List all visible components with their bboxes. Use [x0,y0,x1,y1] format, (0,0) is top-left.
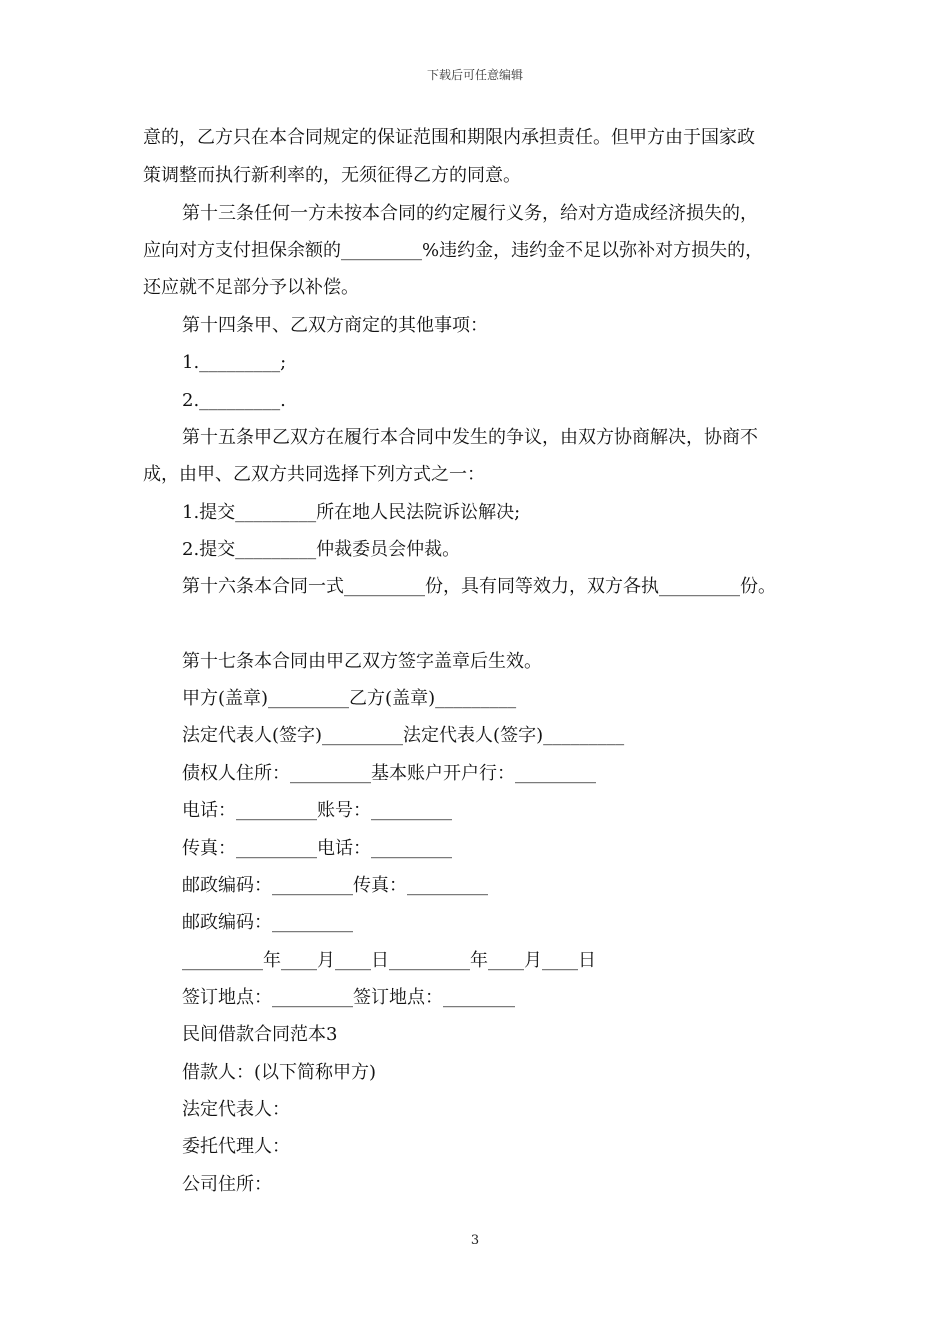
paragraph-line: 第十七条本合同由甲乙双方签字盖章后生效。 [182,651,542,672]
signature-line: 邮政编码：_________ [182,912,353,933]
paragraph-line: 借款人：(以下简称甲方) [182,1062,377,1083]
signature-line: 电话：_________账号：_________ [182,800,452,821]
paragraph-line: 法定代表人： [182,1099,290,1120]
section-title: 民间借款合同范本3 [182,1024,338,1045]
paragraph-line: 委托代理人： [182,1136,290,1157]
paragraph-line: 第十六条本合同一式_________份，具有同等效力，双方各执_________份。 [182,576,776,597]
paragraph-line: 1.提交_________所在地人民法院诉讼解决; [182,502,521,523]
paragraph-line: 第十四条甲、乙双方商定的其他事项： [182,315,488,336]
paragraph-line: 还应就不足部分予以补偿。 [143,277,359,298]
paragraph-line: 策调整而执行新利率的，无须征得乙方的同意。 [143,165,521,186]
paragraph-line: 2._________. [182,390,286,411]
date-line: _________年____月____日_________年____月____日 [182,950,596,971]
paragraph-line: 应向对方支付担保余额的_________%违约金，违约金不足以弥补对方损失的， [143,240,764,261]
paragraph-line: 公司住所： [182,1174,272,1195]
paragraph-line: 成，由甲、乙双方共同选择下列方式之一： [143,464,485,485]
signature-line: 甲方(盖章)_________乙方(盖章)_________ [182,688,517,709]
signature-line: 邮政编码：_________传真：_________ [182,875,488,896]
page-number: 3 [470,1233,480,1248]
paragraph-line: 第十三条任何一方未按本合同的约定履行义务，给对方造成经济损失的， [182,203,758,224]
signature-line: 签订地点：_________签订地点：________ [182,987,515,1008]
paragraph-line: 意的，乙方只在本合同规定的保证范围和期限内承担责任。但甲方由于国家政 [143,127,755,148]
signature-line: 债权人住所：_________基本账户开户行：_________ [182,763,596,784]
paragraph-line: 第十五条甲乙双方在履行本合同中发生的争议，由双方协商解决，协商不 [182,427,758,448]
paragraph-line: 2.提交_________仲裁委员会仲裁。 [182,539,461,560]
paragraph-line: 1._________; [182,352,287,373]
signature-line: 法定代表人(签字)_________法定代表人(签字)_________ [182,725,625,746]
page-header: 下载后可任意编辑 [426,68,523,82]
signature-line: 传真：_________电话：_________ [182,838,452,859]
